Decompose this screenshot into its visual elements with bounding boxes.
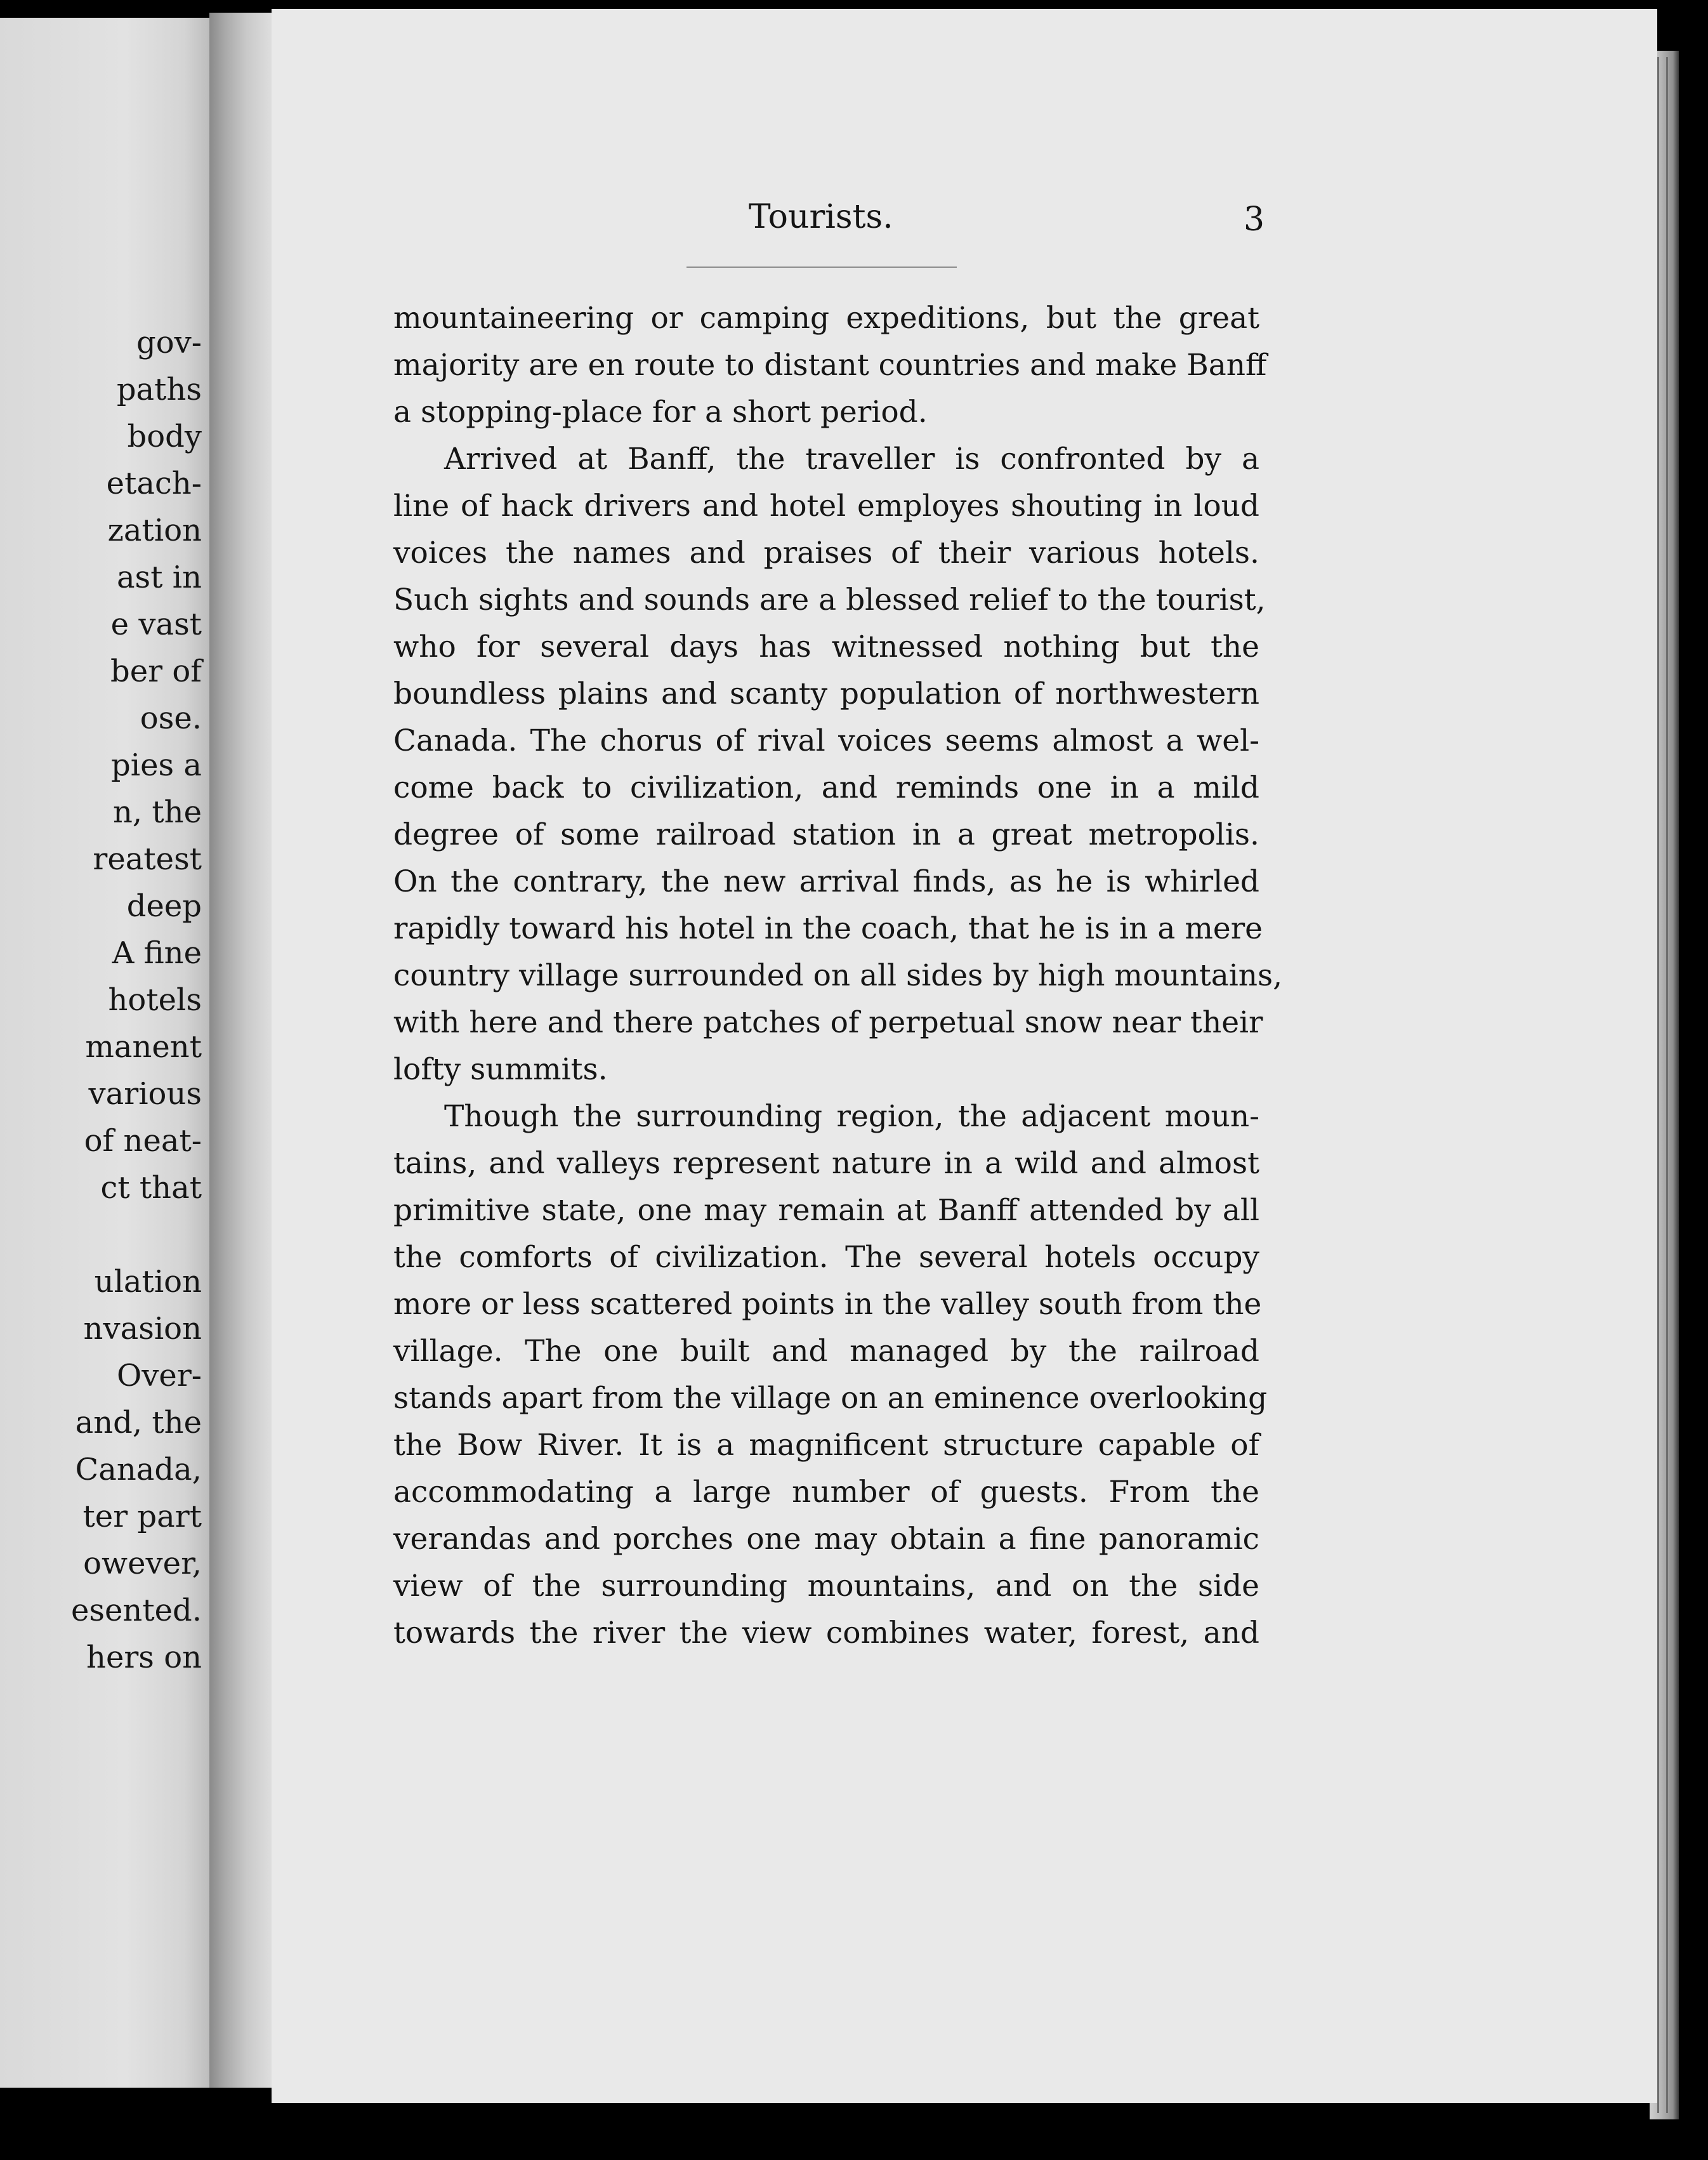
text-line: majority are en route to distant countries and make Banff	[393, 348, 1267, 383]
text-line: accommodating a large number of guests. From the	[393, 1475, 1259, 1510]
left-page-line: paths	[116, 372, 202, 407]
text-line: the comforts of civilization. The several hotels occupy	[393, 1240, 1259, 1275]
left-page-line: Over-	[116, 1358, 202, 1393]
left-page-line: ast in	[116, 560, 202, 595]
left-page-line: pies a	[111, 747, 202, 783]
header-rule	[686, 267, 957, 268]
text-line: country village surrounded on all sides by high mountains,	[393, 958, 1283, 993]
text-line: rapidly toward his hotel in the coach, that he is in a mere	[393, 911, 1263, 946]
left-page-line: ter part	[82, 1499, 202, 1534]
page-edge-line	[1657, 57, 1659, 2113]
text-line: more or less scattered points in the valley south from the	[393, 1287, 1262, 1322]
left-page-line: various	[88, 1076, 202, 1112]
text-line: verandas and porches one may obtain a fine panoramic	[393, 1522, 1259, 1557]
left-page-line: ber of	[110, 654, 202, 689]
left-page-line: reatest	[93, 841, 202, 877]
text-line: Canada. The chorus of rival voices seems almost a wel-	[393, 723, 1259, 758]
text-line: On the contrary, the new arrival finds, as he is whirled	[393, 864, 1259, 899]
text-line: come back to civilization, and reminds one in a mild	[393, 770, 1259, 805]
text-line: who for several days has witnessed nothing but the	[393, 629, 1259, 664]
left-page-line: owever,	[83, 1546, 202, 1581]
text-line: village. The one built and managed by the railroad	[393, 1334, 1259, 1369]
left-page-line: e vast	[110, 607, 202, 642]
left-page-line: nvasion	[83, 1311, 202, 1347]
left-page-line: and, the	[75, 1405, 202, 1440]
left-page-line: esented.	[70, 1593, 202, 1628]
text-line: view of the surrounding mountains, and on the side	[393, 1569, 1259, 1604]
left-page-line: n, the	[112, 794, 202, 830]
running-head: Tourists.	[749, 198, 893, 236]
left-page-line: hotels	[108, 982, 202, 1018]
text-line: a stopping-place for a short period.	[393, 395, 928, 430]
text-line: with here and there patches of perpetual snow near their	[393, 1005, 1263, 1040]
left-page-line: ulation	[94, 1264, 202, 1300]
previous-page	[0, 18, 209, 2088]
left-page-line: body	[127, 419, 202, 454]
book-gutter	[209, 13, 272, 2088]
left-page-line: Canada,	[75, 1452, 202, 1487]
page-edge-line	[1666, 57, 1668, 2113]
text-line: lofty summits.	[393, 1052, 608, 1087]
left-page-line: ose.	[140, 701, 202, 736]
left-page-line: gov-	[136, 325, 202, 360]
text-line: boundless plains and scanty population of northwestern	[393, 676, 1259, 711]
left-page-line: zation	[107, 513, 202, 548]
left-page-line: deep	[126, 888, 202, 924]
page-number: 3	[1244, 201, 1265, 239]
text-line: line of hack drivers and hotel employes shouting in loud	[393, 489, 1259, 524]
left-page-line: A fine	[112, 935, 202, 971]
text-line: Though the surrounding region, the adjacent moun-	[444, 1099, 1259, 1134]
left-page-line: ct that	[100, 1170, 202, 1206]
text-line: Arrived at Banff, the traveller is confronted by a	[444, 442, 1259, 477]
left-page-line: manent	[85, 1029, 202, 1065]
text-line: tains, and valleys represent nature in a wild and almost	[393, 1146, 1259, 1181]
left-page-line: etach-	[106, 466, 202, 501]
text-line: primitive state, one may remain at Banff attended by all	[393, 1193, 1259, 1228]
text-line: the Bow River. It is a magnificent structure capable of	[393, 1428, 1259, 1463]
text-line: Such sights and sounds are a blessed relief to the tourist,	[393, 583, 1266, 617]
left-page-line: hers on	[86, 1640, 202, 1675]
text-line: towards the river the view combines water, forest, and	[393, 1616, 1259, 1650]
text-line: degree of some railroad station in a great metropolis.	[393, 817, 1259, 852]
text-line: mountaineering or camping expeditions, but the great	[393, 301, 1259, 336]
text-line: stands apart from the village on an eminence overlooking	[393, 1381, 1268, 1416]
left-page-line: of neat-	[84, 1123, 202, 1159]
text-line: voices the names and praises of their various hotels.	[393, 536, 1259, 570]
